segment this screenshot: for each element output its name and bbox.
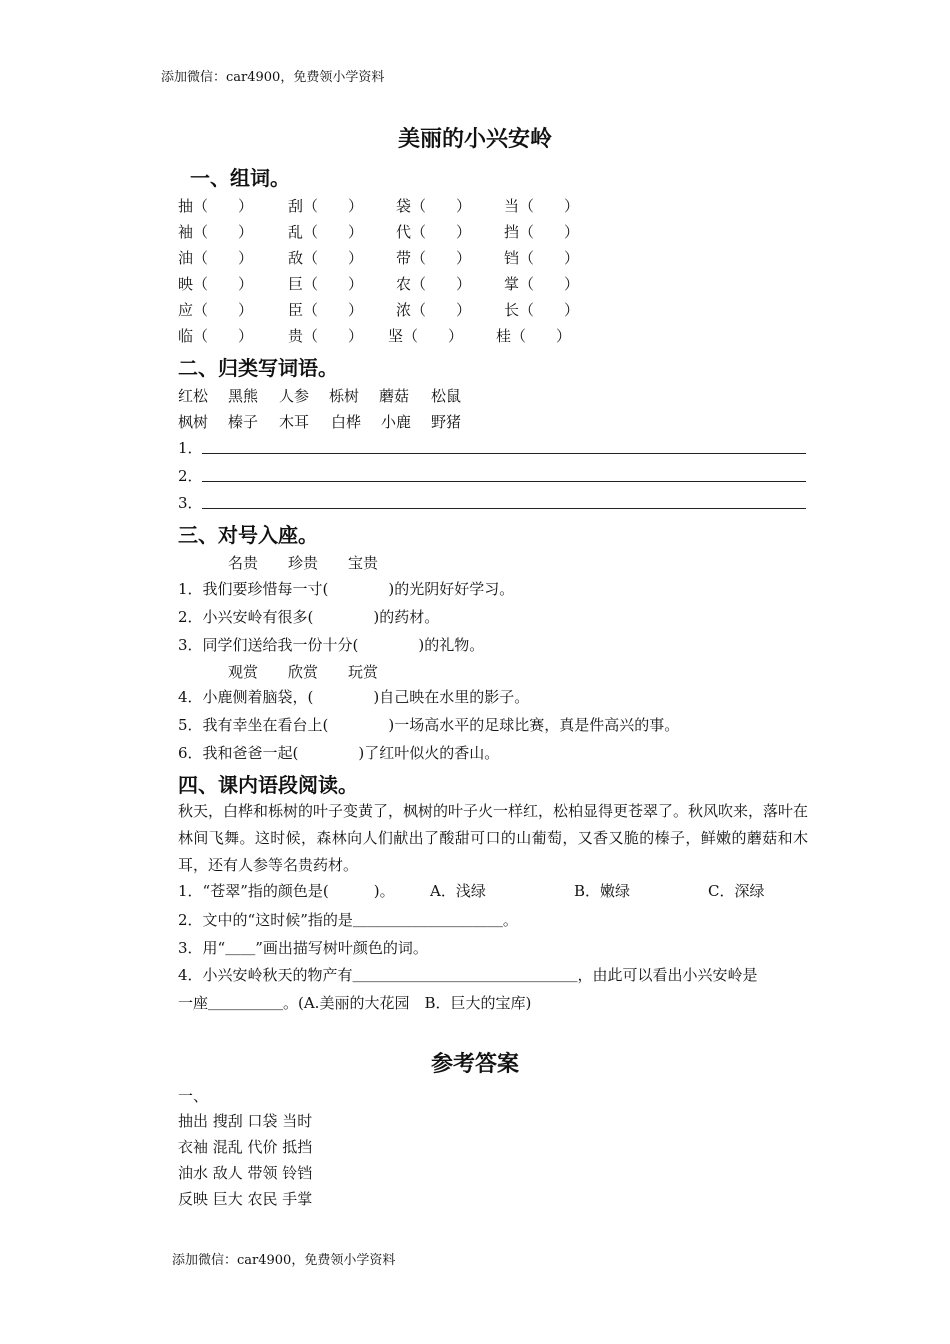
page-title: 美丽的小兴安岭 xyxy=(397,126,552,152)
question-3: 3．用“＿＿”画出描写树叶颜色的词。 xyxy=(178,939,428,957)
zuci-cell: 桂（ ） xyxy=(496,327,572,345)
answer-line-text: 油水 敌人 带领 铃铛 xyxy=(178,1164,313,1182)
zuci-cell: 铛（ ） xyxy=(504,249,580,267)
zuci-cell: 刮（ ） xyxy=(288,197,364,215)
answer-line-label: 3． xyxy=(178,494,203,512)
zuci-cell: 坚（ ） xyxy=(388,327,464,345)
answer-line-text: 衣袖 混乱 代价 抵挡 xyxy=(178,1138,313,1156)
word-item: 小鹿 xyxy=(381,413,412,431)
section-4-heading: 四、课内语段阅读。 xyxy=(178,773,358,797)
word-item: 野猪 xyxy=(431,413,462,431)
answer-line-label: 1． xyxy=(178,439,203,457)
answer-line[interactable] xyxy=(202,452,806,454)
zuci-cell: 挡（ ） xyxy=(504,223,580,241)
zuci-cell: 浓（ ） xyxy=(396,301,472,319)
answer-line[interactable] xyxy=(202,507,806,509)
zuci-cell: 代（ ） xyxy=(396,223,472,241)
zuci-cell: 抽（ ） xyxy=(178,197,254,215)
zuci-cell: 掌（ ） xyxy=(504,275,580,293)
word-item: 白桦 xyxy=(331,413,362,431)
question-1-stem: 1．“苍翠”指的颜色是( )。 xyxy=(178,882,395,900)
word-item: 红松 xyxy=(178,387,209,405)
answer-line[interactable] xyxy=(202,480,806,482)
question-4-line: 一座＿＿＿＿＿。(A.美丽的大花园 B．巨大的宝库) xyxy=(178,994,532,1012)
word-item: 人参 xyxy=(279,387,310,405)
fill-item: 6．我和爸爸一起( )了红叶似火的香山。 xyxy=(178,744,500,762)
word-item: 木耳 xyxy=(279,413,310,431)
section-3-heading: 三、对号入座。 xyxy=(178,523,318,547)
word-item: 黑熊 xyxy=(228,387,259,405)
fill-item: 3．同学们送给我一份十分( )的礼物。 xyxy=(178,636,485,654)
zuci-cell: 临（ ） xyxy=(178,327,254,345)
word-item: 松鼠 xyxy=(431,387,462,405)
fill-item: 5．我有幸坐在看台上( )一场高水平的足球比赛，真是件高兴的事。 xyxy=(178,716,680,734)
word-options: 观赏 欣赏 玩赏 xyxy=(228,663,379,681)
answer-line-text: 抽出 搜刮 口袋 当时 xyxy=(178,1112,313,1130)
question-1-option-c: C．深绿 xyxy=(708,882,765,900)
question-4-line: 4．小兴安岭秋天的物产有＿＿＿＿＿＿＿＿＿＿＿＿＿＿＿，由此可以看出小兴安岭是 xyxy=(178,966,758,984)
zuci-cell: 当（ ） xyxy=(504,197,580,215)
word-item: 栎树 xyxy=(329,387,360,405)
zuci-cell: 贵（ ） xyxy=(288,327,364,345)
zuci-cell: 农（ ） xyxy=(396,275,472,293)
fill-item: 1．我们要珍惜每一寸( )的光阴好好学习。 xyxy=(178,580,515,598)
answers-title: 参考答案 xyxy=(430,1051,519,1077)
fill-item: 2．小兴安岭有很多( )的药材。 xyxy=(178,608,440,626)
answers-label: 一、 xyxy=(178,1087,209,1105)
page-footer: 添加微信：car4900，免费领小学资料 xyxy=(172,1253,396,1268)
section-1-heading: 一、组词。 xyxy=(190,166,290,190)
question-1-option-b: B．嫩绿 xyxy=(574,882,631,900)
answer-line-text: 反映 巨大 农民 手掌 xyxy=(178,1190,313,1208)
word-options: 名贵 珍贵 宝贵 xyxy=(228,554,379,572)
word-item: 枫树 xyxy=(178,413,209,431)
zuci-cell: 敌（ ） xyxy=(288,249,364,267)
zuci-cell: 臣（ ） xyxy=(288,301,364,319)
zuci-cell: 长（ ） xyxy=(504,301,580,319)
zuci-cell: 应（ ） xyxy=(178,301,254,319)
page-header: 添加微信：car4900，免费领小学资料 xyxy=(161,70,385,85)
zuci-cell: 巨（ ） xyxy=(288,275,364,293)
word-item: 蘑菇 xyxy=(379,387,410,405)
question-1-option-a: A．浅绿 xyxy=(430,882,486,900)
zuci-cell: 带（ ） xyxy=(396,249,472,267)
question-2: 2．文中的“这时候”指的是＿＿＿＿＿＿＿＿＿＿。 xyxy=(178,911,518,929)
zuci-cell: 袋（ ） xyxy=(396,197,472,215)
word-item: 榛子 xyxy=(228,413,259,431)
zuci-cell: 映（ ） xyxy=(178,275,254,293)
zuci-cell: 袖（ ） xyxy=(178,223,254,241)
fill-item: 4．小鹿侧着脑袋，( )自己映在水里的影子。 xyxy=(178,688,530,706)
section-2-heading: 二、归类写词语。 xyxy=(178,356,338,380)
reading-passage: 秋天，白桦和栎树的叶子变黄了，枫树的叶子火一样红，松柏显得更苍翠了。秋风吹来，落叶在林间飞舞。这时候，森林向人们献出了酸甜可口的山葡萄，又香又脆的榛子，鲜嫩的蘑菇和木耳，还有人参等名贵药材。 xyxy=(178,802,809,874)
answer-line-label: 2． xyxy=(178,467,203,485)
zuci-cell: 乱（ ） xyxy=(288,223,364,241)
zuci-cell: 油（ ） xyxy=(178,249,254,267)
